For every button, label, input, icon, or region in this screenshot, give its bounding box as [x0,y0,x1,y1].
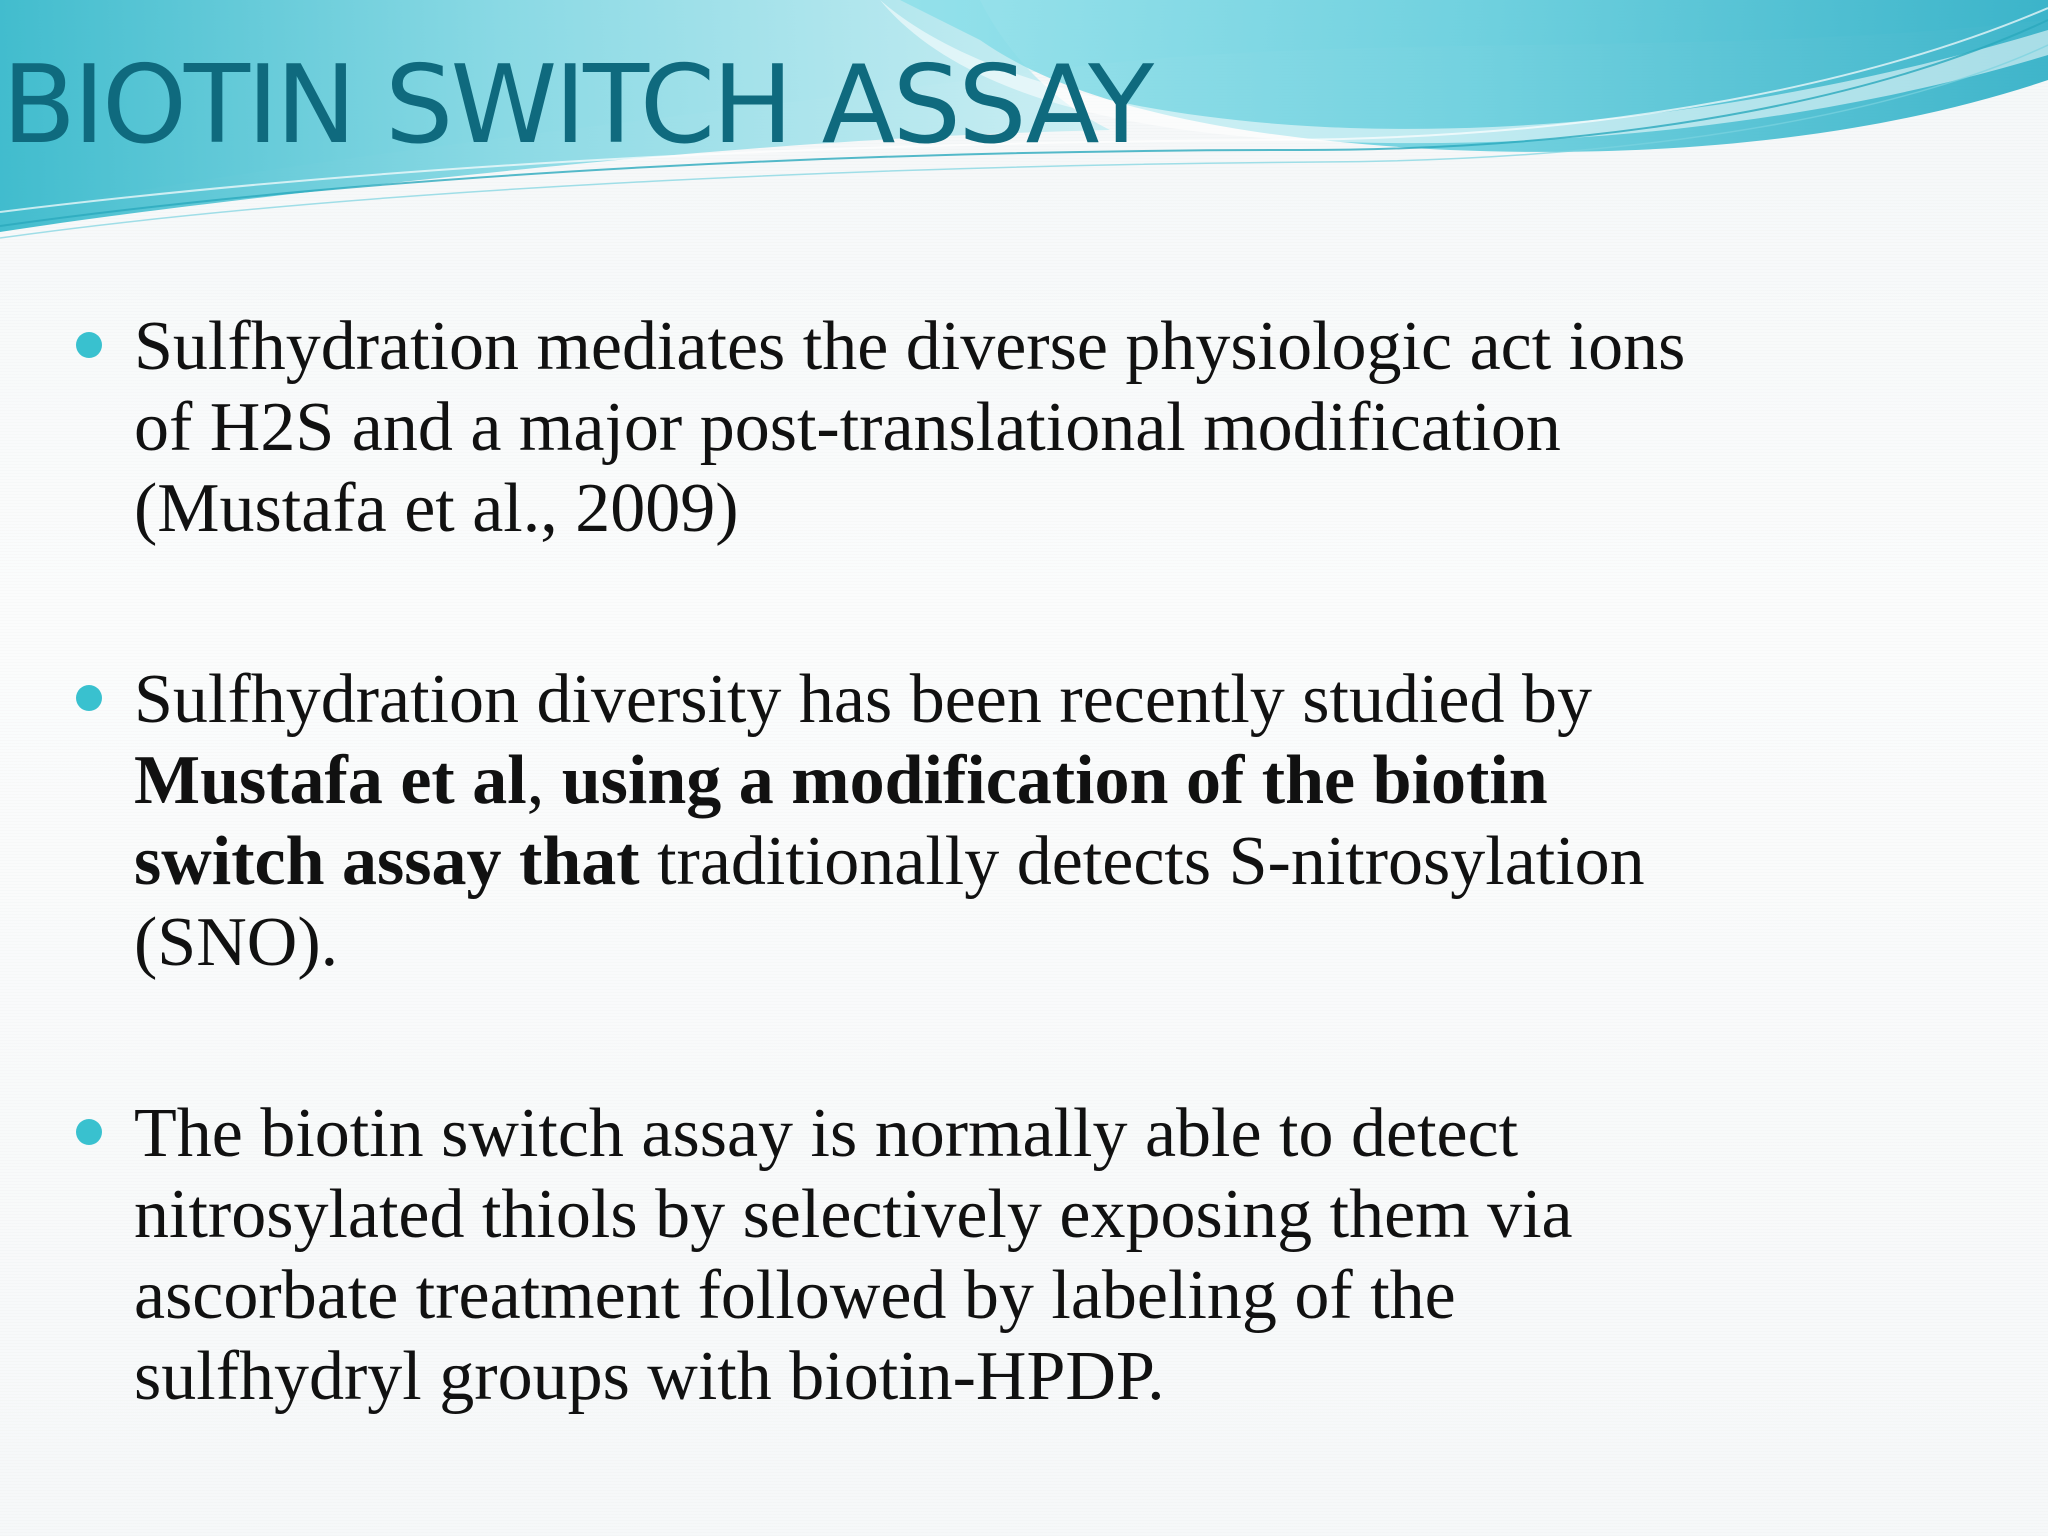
bullet-line: ascorbate treatment followed by labeling of the [134,1257,1456,1334]
bullet-dot-icon [76,685,102,711]
bullet-line: nitrosylated thiols by selectively exposing them via [134,1176,1573,1253]
bullet-line: of H2S and a major post-translational modification [134,389,1561,466]
bullet-item [76,659,2006,983]
separator-comma: , [526,742,562,819]
bullet-line: (SNO). [134,904,339,981]
bullet-line [134,740,2006,821]
bullet-dot-icon [76,1119,102,1145]
bullet-line [134,821,2006,902]
bold-method: using a modification of the biotin [561,742,1548,819]
bullet-item [76,306,2006,549]
bullet-list [76,306,2006,1417]
bold-method-cont: switch assay that [134,823,640,900]
line-rest: traditionally detects S-nitrosylation [639,823,1645,900]
bullet-dot-icon [76,332,102,358]
slide-title: BIOTIN SWITCH ASSAY [2,43,1152,168]
bullet-line: sulfhydryl groups with biotin-HPDP. [134,1338,1165,1415]
bullet-line: Sulfhydration mediates the diverse physiologic act ions [134,308,1686,385]
bullet-line: The biotin switch assay is normally able to detect [134,1095,1519,1172]
bullet-line: (Mustafa et al., 2009) [134,470,739,547]
bullet-item [76,1093,2006,1417]
bullet-line: Sulfhydration diversity has been recently studied by [134,661,1593,738]
bold-author: Mustafa et al [134,742,527,819]
